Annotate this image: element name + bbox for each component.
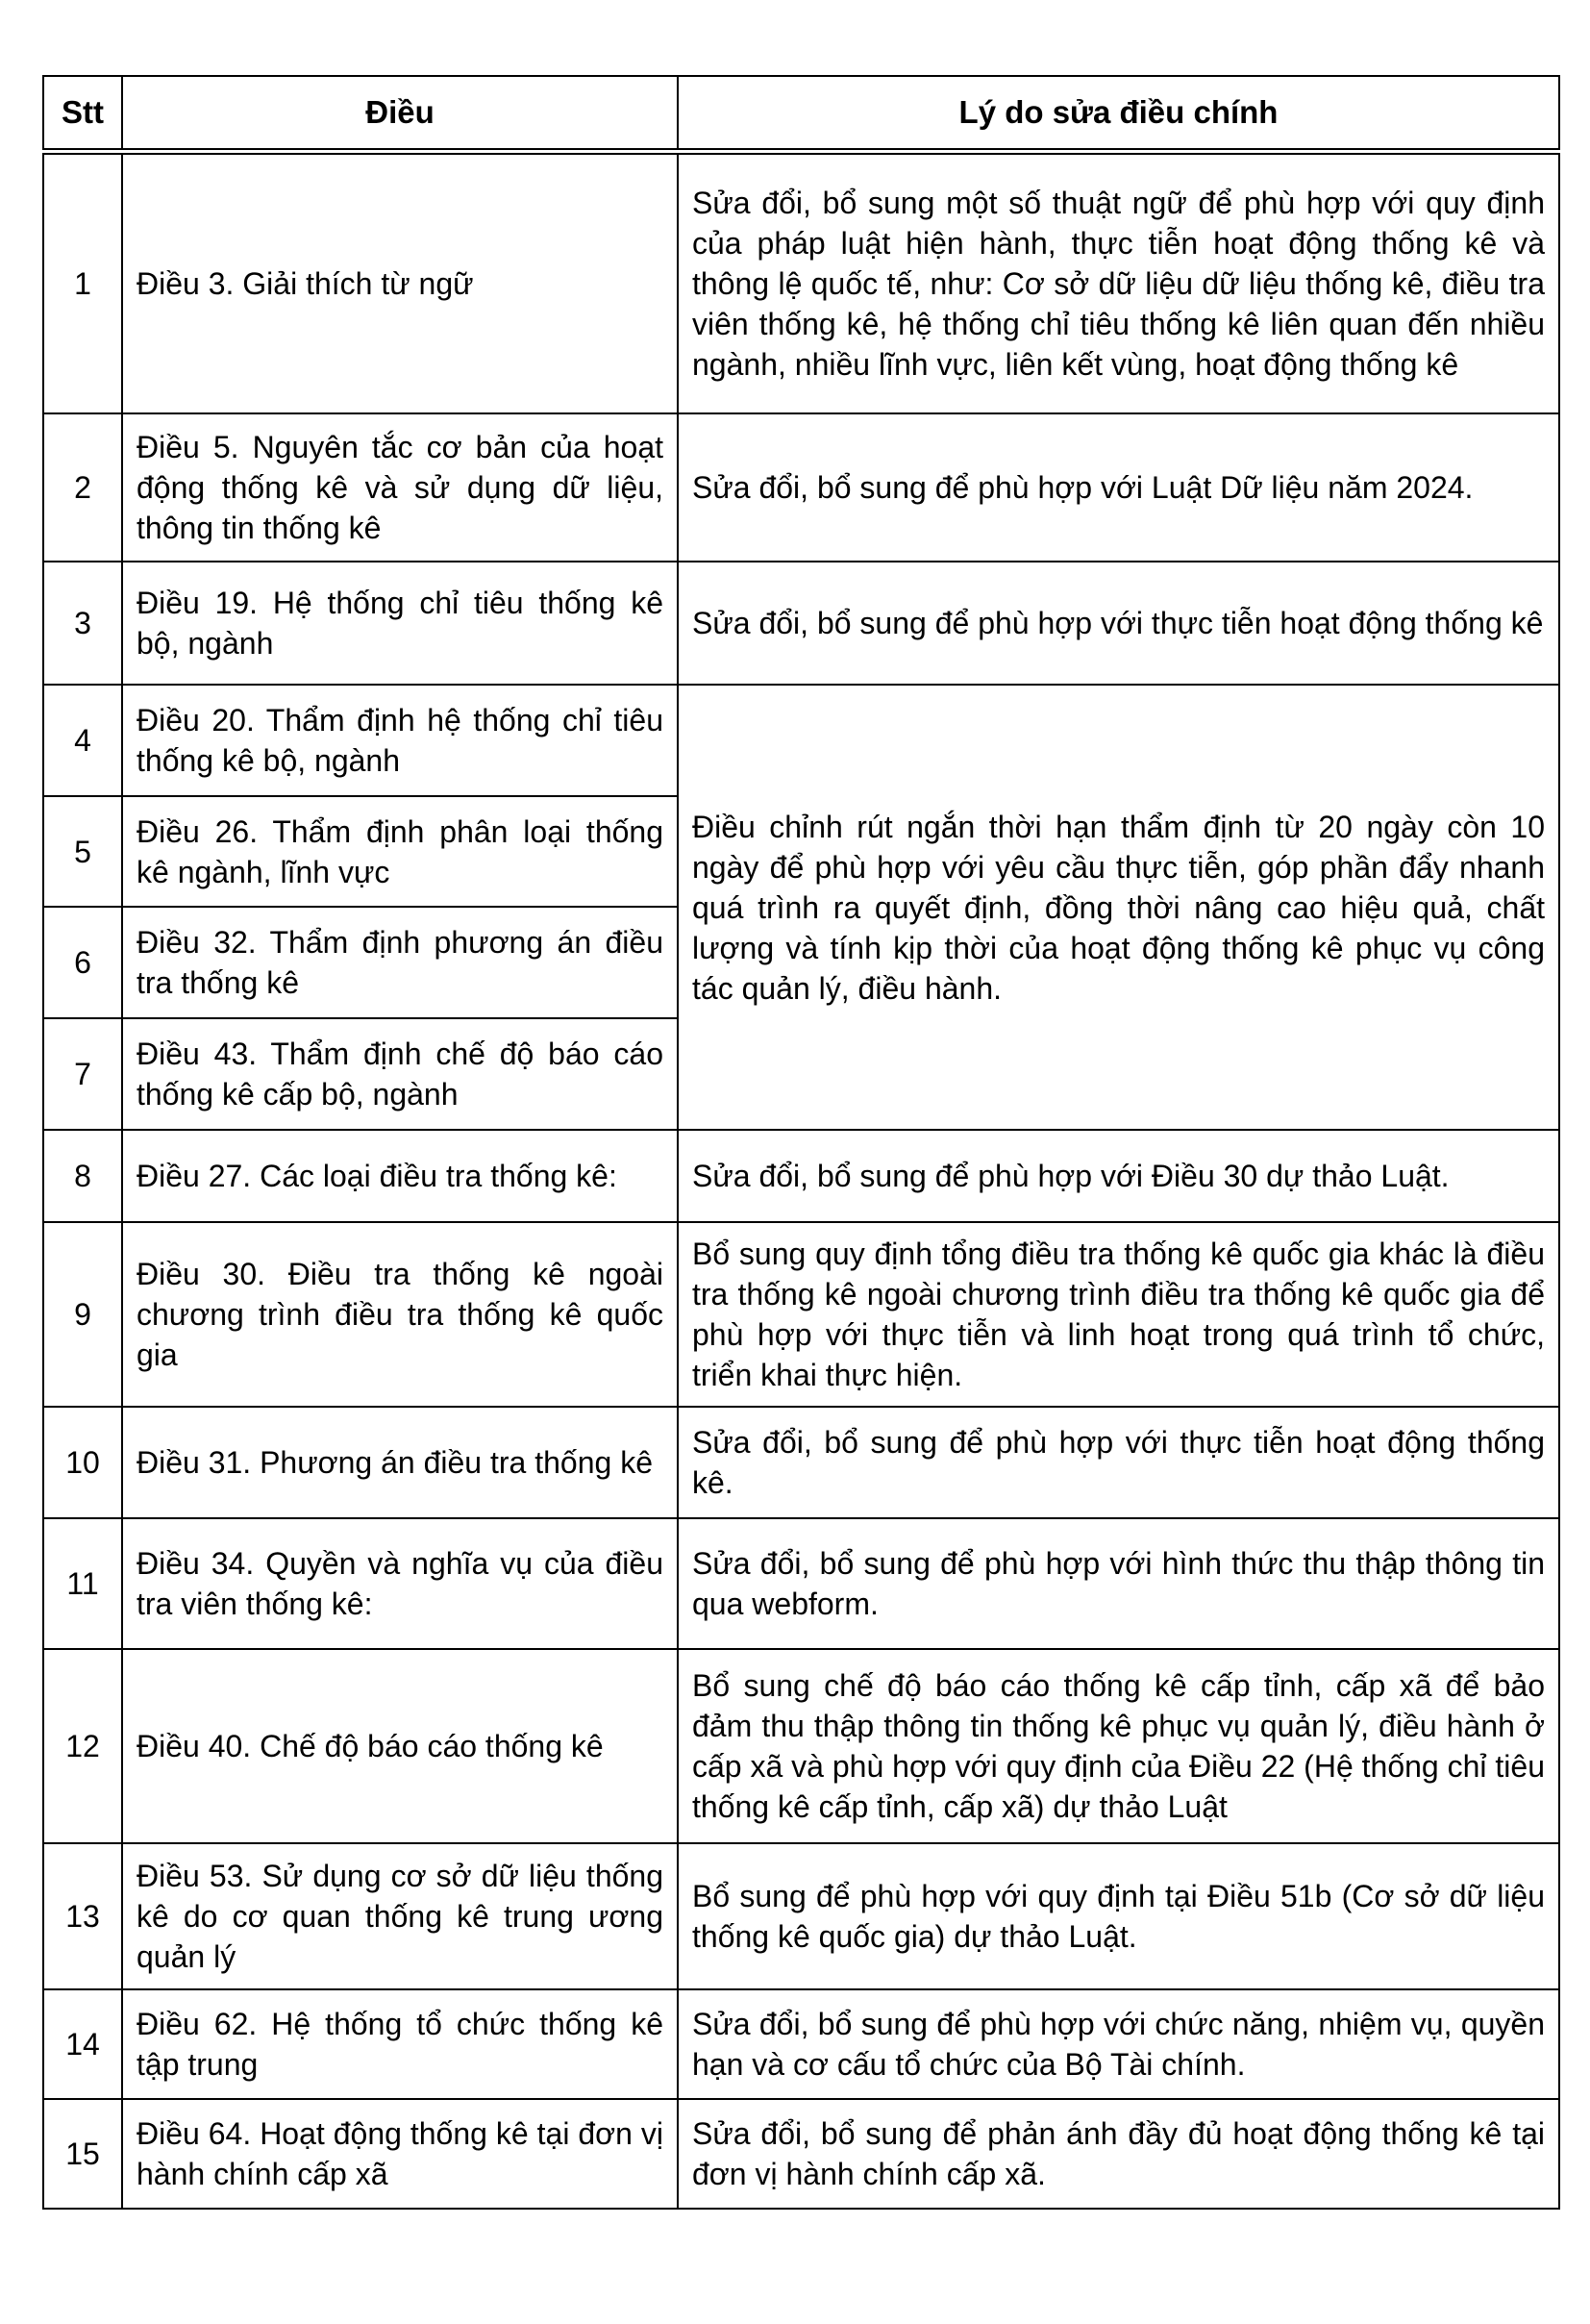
header-row	[43, 76, 1559, 152]
row-reason: Sửa đổi, bổ sung để phản ánh đầy đủ hoạt động thống kê tại đơn vị hành chính cấp xã.	[678, 2099, 1559, 2209]
row-stt: 13	[43, 1843, 122, 1989]
table-row	[43, 1989, 1559, 2099]
row-article: Điều 43. Thẩm định chế độ báo cáo thống kê cấp bộ, ngành	[122, 1018, 678, 1130]
row-reason: Bổ sung để phù hợp với quy định tại Điều 51b (Cơ sở dữ liệu thống kê quốc gia) dự thảo Luật.	[678, 1843, 1559, 1989]
header-reason: Lý do sửa điều chính	[678, 76, 1559, 152]
row-reason-merged: Điều chỉnh rút ngắn thời hạn thẩm định từ 20 ngày còn 10 ngày để phù hợp với yêu cầu thực tiễn, góp phần đẩy nhanh quá trình ra quyết định, đồng thời nâng cao hiệu quả, chất lượng và tính kịp thời của hoạt động thống kê phục vụ công tác quản lý, điều hành.	[678, 685, 1559, 1130]
row-article: Điều 20. Thẩm định hệ thống chỉ tiêu thống kê bộ, ngành	[122, 685, 678, 796]
table-row	[43, 2099, 1559, 2209]
header-stt: Stt	[43, 76, 122, 152]
row-article: Điều 5. Nguyên tắc cơ bản của hoạt động thống kê và sử dụng dữ liệu, thông tin thống kê	[122, 413, 678, 562]
row-stt: 6	[43, 907, 122, 1018]
row-stt: 5	[43, 796, 122, 907]
row-article: Điều 31. Phương án điều tra thống kê	[122, 1407, 678, 1518]
row-article: Điều 3. Giải thích từ ngữ	[122, 152, 678, 414]
row-stt: 8	[43, 1130, 122, 1222]
table-body	[43, 152, 1559, 2210]
row-reason: Sửa đổi, bổ sung để phù hợp với chức năng, nhiệm vụ, quyền hạn và cơ cấu tổ chức của Bộ Tài chính.	[678, 1989, 1559, 2099]
row-reason: Sửa đổi, bổ sung để phù hợp với thực tiễn hoạt động thống kê	[678, 562, 1559, 685]
row-article: Điều 26. Thẩm định phân loại thống kê ngành, lĩnh vực	[122, 796, 678, 907]
row-stt: 15	[43, 2099, 122, 2209]
row-reason: Sửa đổi, bổ sung một số thuật ngữ để phù hợp với quy định của pháp luật hiện hành, thực tiễn hoạt động thống kê và thông lệ quốc tế, như: Cơ sở dữ liệu dữ liệu thống kê, điều tra viên thống kê, hệ thống chỉ tiêu thống kê liên quan đến nhiều ngành, nhiều lĩnh vực, liên kết vùng, hoạt động thống kê	[678, 152, 1559, 414]
row-article: Điều 40. Chế độ báo cáo thống kê	[122, 1649, 678, 1843]
row-stt: 9	[43, 1222, 122, 1407]
row-article: Điều 19. Hệ thống chỉ tiêu thống kê bộ, ngành	[122, 562, 678, 685]
row-stt: 1	[43, 152, 122, 414]
table-row	[43, 1649, 1559, 1843]
row-reason: Sửa đổi, bổ sung để phù hợp với thực tiễn hoạt động thống kê.	[678, 1407, 1559, 1518]
table-row	[43, 1130, 1559, 1222]
row-stt: 2	[43, 413, 122, 562]
row-reason: Bổ sung quy định tổng điều tra thống kê quốc gia khác là điều tra thống kê ngoài chương trình điều tra thống kê quốc gia để phù hợp với thực tiễn và linh hoạt trong quá trình tổ chức, triển khai thực hiện.	[678, 1222, 1559, 1407]
amendments-table	[42, 75, 1560, 2210]
row-article: Điều 30. Điều tra thống kê ngoài chương trình điều tra thống kê quốc gia	[122, 1222, 678, 1407]
row-stt: 7	[43, 1018, 122, 1130]
row-stt: 4	[43, 685, 122, 796]
table-row	[43, 562, 1559, 685]
row-stt: 3	[43, 562, 122, 685]
row-stt: 14	[43, 1989, 122, 2099]
row-reason: Sửa đổi, bổ sung để phù hợp với hình thức thu thập thông tin qua webform.	[678, 1518, 1559, 1649]
row-article: Điều 32. Thẩm định phương án điều tra thống kê	[122, 907, 678, 1018]
row-reason: Bổ sung chế độ báo cáo thống kê cấp tỉnh, cấp xã để bảo đảm thu thập thông tin thống kê phục vụ quản lý, điều hành ở cấp xã và phù hợp với quy định của Điều 22 (Hệ thống chỉ tiêu thống kê cấp tỉnh, cấp xã) dự thảo Luật	[678, 1649, 1559, 1843]
table-row	[43, 1843, 1559, 1989]
row-article: Điều 53. Sử dụng cơ sở dữ liệu thống kê do cơ quan thống kê trung ương quản lý	[122, 1843, 678, 1989]
row-reason: Sửa đổi, bổ sung để phù hợp với Luật Dữ liệu năm 2024.	[678, 413, 1559, 562]
row-reason: Sửa đổi, bổ sung để phù hợp với Điều 30 dự thảo Luật.	[678, 1130, 1559, 1222]
table-row	[43, 413, 1559, 562]
table-row	[43, 1222, 1559, 1407]
header-article: Điều	[122, 76, 678, 152]
table-row	[43, 1407, 1559, 1518]
table-row	[43, 1518, 1559, 1649]
table-row	[43, 685, 1559, 796]
row-article: Điều 27. Các loại điều tra thống kê:	[122, 1130, 678, 1222]
row-article: Điều 62. Hệ thống tổ chức thống kê tập trung	[122, 1989, 678, 2099]
row-stt: 10	[43, 1407, 122, 1518]
table-row	[43, 152, 1559, 414]
row-stt: 11	[43, 1518, 122, 1649]
table-header	[43, 76, 1559, 152]
row-stt: 12	[43, 1649, 122, 1843]
row-article: Điều 34. Quyền và nghĩa vụ của điều tra viên thống kê:	[122, 1518, 678, 1649]
row-article: Điều 64. Hoạt động thống kê tại đơn vị hành chính cấp xã	[122, 2099, 678, 2209]
